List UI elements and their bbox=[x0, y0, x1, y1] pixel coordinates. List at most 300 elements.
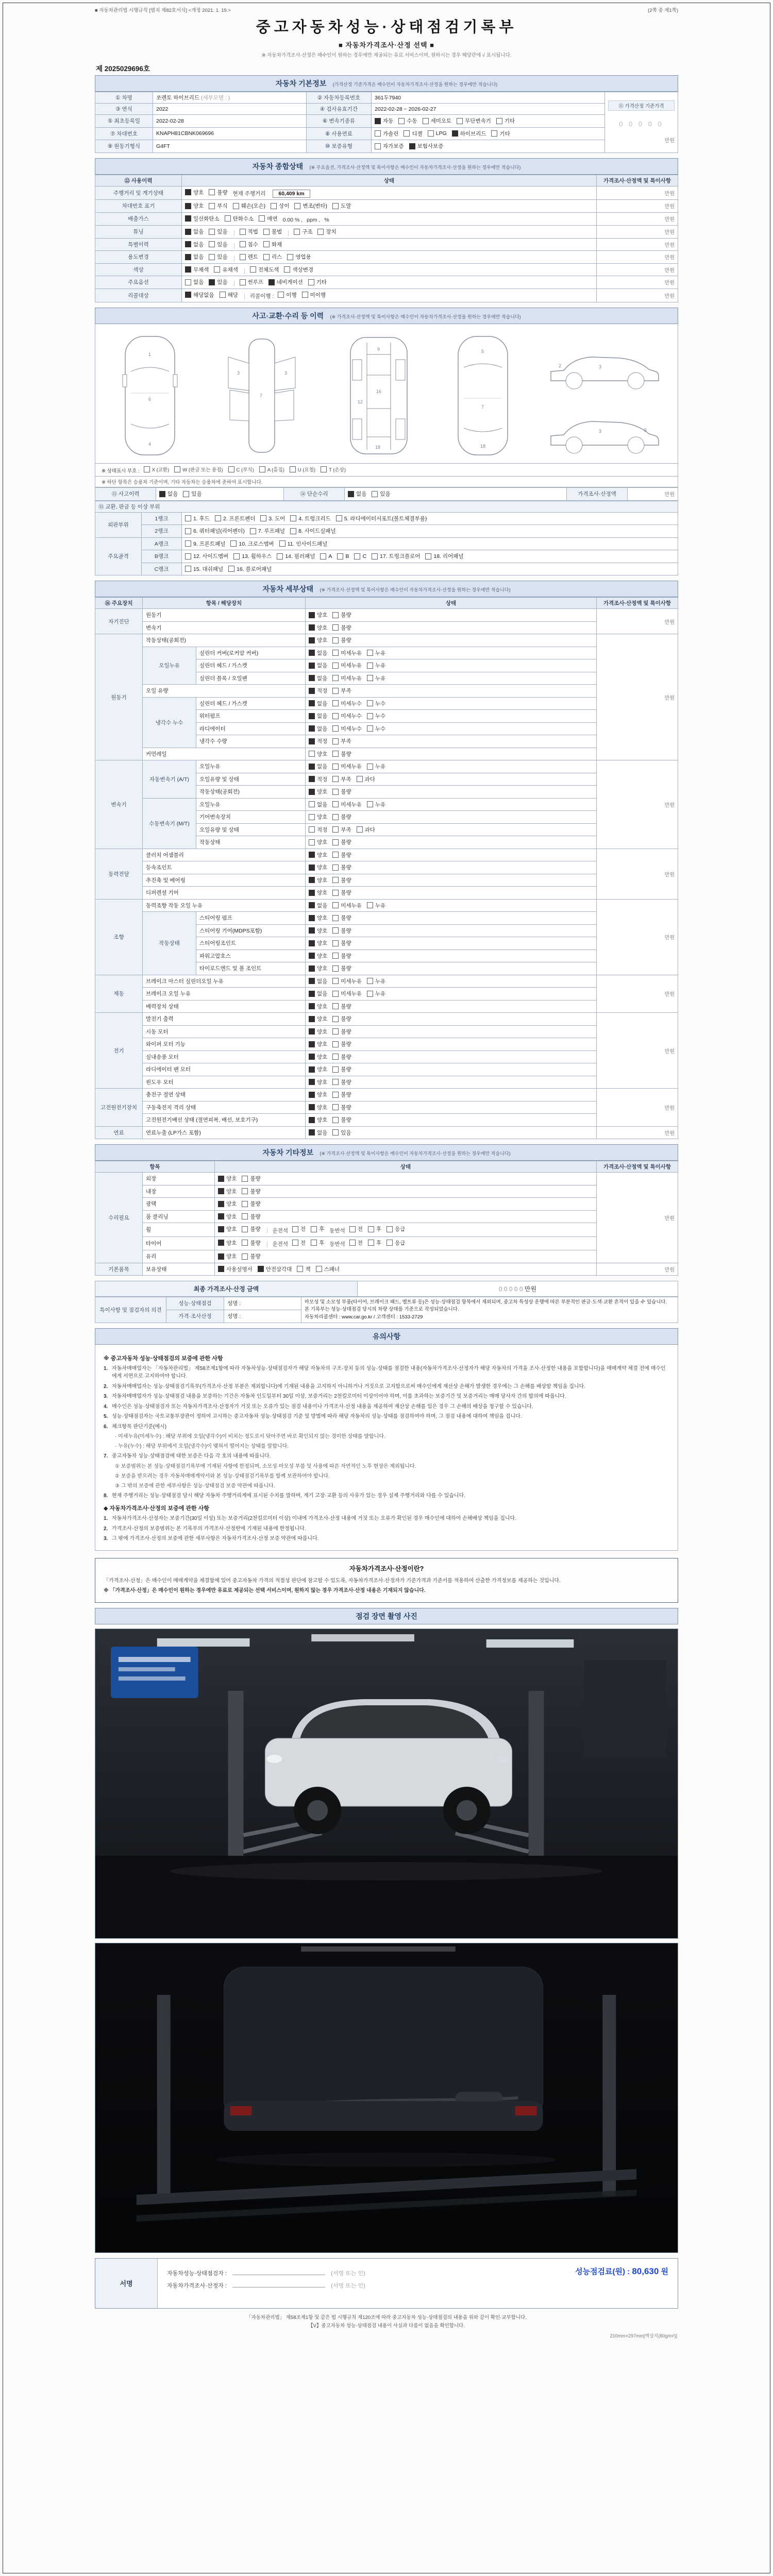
checkbox-icon[interactable] bbox=[228, 566, 234, 572]
checkbox-icon[interactable] bbox=[367, 650, 373, 656]
option-unchecked[interactable] bbox=[332, 838, 351, 846]
option-unchecked[interactable] bbox=[311, 1225, 324, 1233]
checkbox-icon[interactable] bbox=[309, 902, 315, 908]
inspector-signature-line[interactable] bbox=[232, 2268, 325, 2275]
option-unchecked[interactable] bbox=[240, 253, 258, 261]
checkbox-icon[interactable] bbox=[309, 1066, 315, 1073]
option-unchecked[interactable] bbox=[332, 725, 362, 733]
option-unchecked[interactable] bbox=[332, 649, 362, 657]
checkbox-icon[interactable] bbox=[332, 902, 339, 908]
option-checked[interactable] bbox=[185, 215, 220, 223]
checkbox-icon[interactable] bbox=[242, 1253, 248, 1260]
checkbox-icon[interactable] bbox=[375, 118, 381, 124]
checkbox-icon[interactable] bbox=[309, 700, 315, 706]
option-unchecked[interactable] bbox=[367, 662, 385, 669]
checkbox-icon[interactable] bbox=[409, 143, 415, 149]
option-unchecked[interactable] bbox=[309, 750, 327, 758]
option-unchecked[interactable] bbox=[332, 990, 362, 997]
checkbox-icon[interactable] bbox=[309, 637, 315, 643]
option-checked[interactable] bbox=[309, 939, 327, 947]
option-checked[interactable] bbox=[309, 1104, 327, 1111]
option-unchecked[interactable] bbox=[209, 189, 227, 196]
option-checked[interactable] bbox=[309, 927, 327, 935]
checkbox-icon[interactable] bbox=[242, 1188, 248, 1194]
checkbox-icon[interactable] bbox=[317, 229, 324, 235]
option-checked[interactable] bbox=[309, 1040, 327, 1048]
option-unchecked[interactable] bbox=[367, 674, 385, 682]
checkbox-icon[interactable] bbox=[332, 776, 339, 782]
option-unchecked[interactable] bbox=[185, 527, 245, 535]
option-unchecked[interactable] bbox=[185, 552, 228, 560]
option-unchecked[interactable] bbox=[332, 788, 351, 795]
option-unchecked[interactable] bbox=[332, 902, 362, 909]
checkbox-icon[interactable] bbox=[457, 118, 463, 124]
option-checked[interactable] bbox=[309, 674, 327, 682]
checkbox-icon[interactable] bbox=[332, 700, 339, 706]
checkbox-icon[interactable] bbox=[263, 254, 270, 260]
checkbox-icon[interactable] bbox=[220, 292, 226, 298]
option-unchecked[interactable] bbox=[309, 838, 327, 846]
option-unchecked[interactable] bbox=[259, 466, 284, 473]
checkbox-icon[interactable] bbox=[332, 1066, 339, 1073]
option-unchecked[interactable] bbox=[209, 253, 227, 261]
checkbox-icon[interactable] bbox=[368, 1226, 374, 1232]
checkbox-icon[interactable] bbox=[332, 663, 339, 669]
checkbox-icon[interactable] bbox=[185, 279, 191, 285]
checkbox-icon[interactable] bbox=[332, 915, 339, 921]
option-checked[interactable] bbox=[309, 1003, 327, 1010]
option-checked[interactable] bbox=[309, 902, 327, 909]
checkbox-icon[interactable] bbox=[297, 1266, 303, 1272]
checkbox-icon[interactable] bbox=[277, 553, 283, 560]
option-checked[interactable] bbox=[268, 278, 303, 286]
checkbox-icon[interactable] bbox=[332, 1054, 339, 1060]
checkbox-icon[interactable] bbox=[233, 553, 240, 560]
checkbox-icon[interactable] bbox=[332, 612, 339, 618]
option-unchecked[interactable] bbox=[332, 977, 362, 985]
option-unchecked[interactable] bbox=[290, 515, 330, 522]
checkbox-icon[interactable] bbox=[218, 1188, 224, 1194]
checkbox-icon[interactable] bbox=[332, 675, 339, 681]
checkbox-icon[interactable] bbox=[332, 624, 339, 631]
option-unchecked[interactable] bbox=[297, 1265, 310, 1273]
checkbox-icon[interactable] bbox=[185, 540, 191, 547]
option-checked[interactable] bbox=[218, 1239, 237, 1247]
option-checked[interactable] bbox=[309, 687, 327, 694]
checkbox-icon[interactable] bbox=[309, 927, 315, 934]
option-checked[interactable] bbox=[309, 889, 327, 896]
option-unchecked[interactable] bbox=[290, 466, 315, 473]
option-unchecked[interactable] bbox=[337, 553, 349, 560]
checkbox-icon[interactable] bbox=[294, 203, 300, 209]
checkbox-icon[interactable] bbox=[268, 279, 275, 285]
checkbox-icon[interactable] bbox=[218, 1176, 224, 1182]
checkbox-icon[interactable] bbox=[309, 890, 315, 896]
checkbox-icon[interactable] bbox=[332, 1041, 339, 1047]
checkbox-icon[interactable] bbox=[309, 991, 315, 997]
option-unchecked[interactable] bbox=[332, 1003, 351, 1010]
checkbox-icon[interactable] bbox=[185, 528, 191, 534]
option-unchecked[interactable] bbox=[496, 117, 515, 125]
option-unchecked[interactable] bbox=[209, 241, 227, 248]
option-checked[interactable] bbox=[309, 876, 327, 884]
option-unchecked[interactable] bbox=[277, 552, 315, 560]
option-unchecked[interactable] bbox=[263, 241, 282, 248]
option-unchecked[interactable] bbox=[240, 241, 258, 248]
option-unchecked[interactable] bbox=[209, 202, 227, 210]
option-unchecked[interactable] bbox=[332, 863, 351, 871]
checkbox-icon[interactable] bbox=[292, 1240, 298, 1246]
option-checked[interactable] bbox=[309, 1015, 327, 1023]
option-unchecked[interactable] bbox=[242, 1188, 260, 1195]
checkbox-icon[interactable] bbox=[290, 466, 296, 472]
checkbox-icon[interactable] bbox=[332, 978, 339, 984]
option-checked[interactable] bbox=[185, 266, 209, 274]
checkbox-icon[interactable] bbox=[367, 713, 373, 719]
option-checked[interactable] bbox=[218, 1188, 237, 1195]
option-unchecked[interactable] bbox=[287, 253, 311, 261]
option-unchecked[interactable] bbox=[398, 117, 417, 125]
appraiser-signature-line[interactable] bbox=[232, 2281, 325, 2287]
option-unchecked[interactable] bbox=[278, 291, 296, 299]
checkbox-icon[interactable] bbox=[357, 826, 363, 833]
checkbox-icon[interactable] bbox=[332, 1028, 339, 1035]
checkbox-icon[interactable] bbox=[309, 1054, 315, 1060]
option-unchecked[interactable] bbox=[332, 202, 351, 210]
option-unchecked[interactable] bbox=[332, 611, 351, 619]
checkbox-icon[interactable] bbox=[452, 130, 458, 137]
checkbox-icon[interactable] bbox=[218, 1201, 224, 1207]
checkbox-icon[interactable] bbox=[185, 254, 191, 260]
checkbox-icon[interactable] bbox=[309, 826, 315, 833]
checkbox-icon[interactable] bbox=[242, 1176, 248, 1182]
checkbox-icon[interactable] bbox=[332, 877, 339, 883]
option-unchecked[interactable] bbox=[332, 700, 362, 707]
option-unchecked[interactable] bbox=[332, 952, 351, 960]
checkbox-icon[interactable] bbox=[309, 776, 315, 782]
option-unchecked[interactable] bbox=[386, 1239, 405, 1247]
option-unchecked[interactable] bbox=[332, 636, 351, 644]
option-checked[interactable] bbox=[218, 1265, 253, 1273]
checkbox-icon[interactable] bbox=[332, 940, 339, 946]
option-unchecked[interactable] bbox=[457, 117, 491, 125]
option-unchecked[interactable] bbox=[404, 130, 422, 138]
checkbox-icon[interactable] bbox=[398, 118, 405, 124]
checkbox-icon[interactable] bbox=[209, 189, 215, 195]
checkbox-icon[interactable] bbox=[332, 927, 339, 934]
option-unchecked[interactable] bbox=[357, 826, 375, 834]
checkbox-icon[interactable] bbox=[287, 254, 293, 260]
checkbox-icon[interactable] bbox=[309, 725, 315, 732]
option-unchecked[interactable] bbox=[332, 1015, 351, 1023]
checkbox-icon[interactable] bbox=[185, 189, 191, 195]
checkbox-icon[interactable] bbox=[250, 266, 256, 273]
option-checked[interactable] bbox=[309, 990, 327, 997]
option-unchecked[interactable] bbox=[309, 826, 327, 834]
option-unchecked[interactable] bbox=[332, 687, 351, 694]
checkbox-icon[interactable] bbox=[311, 1240, 317, 1246]
option-unchecked[interactable] bbox=[240, 278, 263, 286]
option-unchecked[interactable] bbox=[332, 801, 362, 808]
option-unchecked[interactable] bbox=[367, 712, 385, 720]
checkbox-icon[interactable] bbox=[349, 1240, 356, 1246]
option-checked[interactable] bbox=[375, 117, 393, 125]
checkbox-icon[interactable] bbox=[294, 229, 300, 235]
checkbox-icon[interactable] bbox=[185, 292, 191, 298]
checkbox-icon[interactable] bbox=[308, 279, 314, 285]
checkbox-icon[interactable] bbox=[332, 1079, 339, 1085]
checkbox-icon[interactable] bbox=[332, 991, 339, 997]
option-checked[interactable] bbox=[309, 851, 327, 859]
option-unchecked[interactable] bbox=[279, 540, 328, 548]
checkbox-icon[interactable] bbox=[332, 965, 339, 972]
checkbox-icon[interactable] bbox=[309, 877, 315, 883]
checkbox-icon[interactable] bbox=[332, 1104, 339, 1110]
checkbox-icon[interactable] bbox=[332, 738, 339, 744]
checkbox-icon[interactable] bbox=[367, 801, 373, 807]
checkbox-icon[interactable] bbox=[309, 839, 315, 845]
checkbox-icon[interactable] bbox=[309, 1003, 315, 1009]
option-unchecked[interactable] bbox=[332, 927, 351, 935]
checkbox-icon[interactable] bbox=[271, 203, 277, 209]
checkbox-icon[interactable] bbox=[263, 241, 270, 247]
checkbox-icon[interactable] bbox=[209, 203, 215, 209]
option-unchecked[interactable] bbox=[375, 142, 404, 150]
checkbox-icon[interactable] bbox=[332, 725, 339, 732]
checkbox-icon[interactable] bbox=[348, 491, 354, 497]
checkbox-icon[interactable] bbox=[183, 491, 189, 497]
option-unchecked[interactable] bbox=[375, 130, 398, 138]
checkbox-icon[interactable] bbox=[218, 1213, 224, 1219]
option-unchecked[interactable] bbox=[294, 202, 327, 210]
checkbox-icon[interactable] bbox=[309, 801, 315, 807]
option-unchecked[interactable] bbox=[321, 466, 346, 473]
checkbox-icon[interactable] bbox=[302, 292, 308, 298]
option-unchecked[interactable] bbox=[233, 202, 266, 210]
option-unchecked[interactable] bbox=[367, 700, 385, 707]
checkbox-icon[interactable] bbox=[309, 1079, 315, 1085]
checkbox-icon[interactable] bbox=[209, 241, 215, 247]
checkbox-icon[interactable] bbox=[372, 553, 378, 560]
checkbox-icon[interactable] bbox=[218, 1266, 224, 1272]
option-checked[interactable] bbox=[409, 142, 444, 150]
checkbox-icon[interactable] bbox=[367, 764, 373, 770]
option-unchecked[interactable] bbox=[332, 1129, 351, 1137]
inspector-name-field[interactable]: 성명 : bbox=[224, 1297, 301, 1310]
option-unchecked[interactable] bbox=[332, 775, 351, 783]
checkbox-icon[interactable] bbox=[367, 663, 373, 669]
checkbox-icon[interactable] bbox=[309, 612, 315, 618]
option-checked[interactable] bbox=[309, 914, 327, 922]
option-checked[interactable] bbox=[309, 952, 327, 960]
option-unchecked[interactable] bbox=[332, 750, 351, 758]
checkbox-icon[interactable] bbox=[228, 466, 234, 472]
option-unchecked[interactable] bbox=[423, 117, 452, 125]
checkbox-icon[interactable] bbox=[332, 637, 339, 643]
checkbox-icon[interactable] bbox=[336, 515, 342, 521]
option-checked[interactable] bbox=[309, 611, 327, 619]
checkbox-icon[interactable] bbox=[332, 953, 339, 959]
option-checked[interactable] bbox=[309, 863, 327, 871]
option-checked[interactable] bbox=[185, 291, 214, 299]
option-unchecked[interactable] bbox=[308, 278, 327, 286]
option-checked[interactable] bbox=[309, 1078, 327, 1086]
option-unchecked[interactable] bbox=[259, 215, 277, 223]
checkbox-icon[interactable] bbox=[209, 229, 215, 235]
option-unchecked[interactable] bbox=[428, 130, 447, 137]
checkbox-icon[interactable] bbox=[309, 789, 315, 795]
checkbox-icon[interactable] bbox=[144, 466, 150, 472]
option-unchecked[interactable] bbox=[309, 813, 327, 821]
option-unchecked[interactable] bbox=[320, 553, 332, 560]
checkbox-icon[interactable] bbox=[309, 1129, 315, 1136]
option-unchecked[interactable] bbox=[183, 490, 201, 498]
checkbox-icon[interactable] bbox=[354, 553, 360, 560]
option-unchecked[interactable] bbox=[233, 552, 272, 560]
appraiser-name-field[interactable]: 성명 : bbox=[224, 1310, 301, 1323]
option-unchecked[interactable] bbox=[354, 553, 366, 560]
checkbox-icon[interactable] bbox=[309, 940, 315, 946]
option-unchecked[interactable] bbox=[332, 674, 362, 682]
option-unchecked[interactable] bbox=[242, 1252, 260, 1260]
checkbox-icon[interactable] bbox=[309, 915, 315, 921]
option-unchecked[interactable] bbox=[332, 662, 362, 669]
option-unchecked[interactable] bbox=[368, 1239, 381, 1247]
checkbox-icon[interactable] bbox=[332, 852, 339, 858]
option-checked[interactable] bbox=[309, 775, 327, 783]
option-unchecked[interactable] bbox=[242, 1225, 260, 1233]
checkbox-icon[interactable] bbox=[214, 266, 220, 273]
option-checked[interactable] bbox=[185, 253, 204, 261]
option-unchecked[interactable] bbox=[209, 228, 227, 235]
checkbox-icon[interactable] bbox=[332, 751, 339, 757]
checkbox-icon[interactable] bbox=[309, 650, 315, 656]
option-unchecked[interactable] bbox=[367, 649, 385, 657]
option-checked[interactable] bbox=[185, 189, 204, 196]
option-unchecked[interactable] bbox=[185, 565, 223, 573]
option-checked[interactable] bbox=[159, 490, 178, 498]
option-unchecked[interactable] bbox=[290, 527, 336, 535]
option-unchecked[interactable] bbox=[309, 801, 327, 808]
option-unchecked[interactable] bbox=[349, 1225, 363, 1233]
checkbox-icon[interactable] bbox=[250, 528, 256, 534]
option-unchecked[interactable] bbox=[242, 1175, 260, 1182]
option-unchecked[interactable] bbox=[368, 1225, 381, 1233]
checkbox-icon[interactable] bbox=[240, 241, 246, 247]
checkbox-icon[interactable] bbox=[284, 266, 290, 273]
option-checked[interactable] bbox=[309, 662, 327, 669]
checkbox-icon[interactable] bbox=[367, 675, 373, 681]
checkbox-icon[interactable] bbox=[309, 1092, 315, 1098]
checkbox-icon[interactable] bbox=[258, 1266, 264, 1272]
option-checked[interactable] bbox=[218, 1213, 237, 1221]
checkbox-icon[interactable] bbox=[242, 1213, 248, 1219]
checkbox-icon[interactable] bbox=[372, 491, 378, 497]
checkbox-icon[interactable] bbox=[209, 254, 215, 260]
option-unchecked[interactable] bbox=[271, 202, 289, 210]
checkbox-icon[interactable] bbox=[332, 1129, 339, 1136]
checkbox-icon[interactable] bbox=[278, 292, 284, 298]
checkbox-icon[interactable] bbox=[185, 241, 191, 247]
checkbox-icon[interactable] bbox=[309, 713, 315, 719]
checkbox-icon[interactable] bbox=[332, 203, 339, 209]
checkbox-icon[interactable] bbox=[332, 890, 339, 896]
option-unchecked[interactable] bbox=[263, 228, 282, 235]
checkbox-icon[interactable] bbox=[225, 215, 231, 222]
option-unchecked[interactable] bbox=[336, 515, 427, 522]
option-checked[interactable] bbox=[309, 725, 327, 733]
checkbox-icon[interactable] bbox=[309, 663, 315, 669]
option-checked[interactable] bbox=[309, 1129, 327, 1137]
option-unchecked[interactable] bbox=[185, 278, 204, 286]
option-checked[interactable] bbox=[309, 1116, 327, 1124]
option-checked[interactable] bbox=[185, 228, 204, 235]
checkbox-icon[interactable] bbox=[309, 675, 315, 681]
checkbox-icon[interactable] bbox=[349, 1226, 356, 1232]
option-unchecked[interactable] bbox=[372, 552, 420, 560]
option-unchecked[interactable] bbox=[317, 228, 336, 235]
option-unchecked[interactable] bbox=[220, 291, 238, 299]
checkbox-icon[interactable] bbox=[159, 491, 165, 497]
option-unchecked[interactable] bbox=[332, 762, 362, 770]
option-checked[interactable] bbox=[309, 624, 327, 632]
option-unchecked[interactable] bbox=[332, 737, 351, 745]
checkbox-icon[interactable] bbox=[332, 839, 339, 845]
option-unchecked[interactable] bbox=[228, 565, 272, 573]
option-unchecked[interactable] bbox=[332, 939, 351, 947]
checkbox-icon[interactable] bbox=[309, 965, 315, 972]
checkbox-icon[interactable] bbox=[332, 801, 339, 807]
checkbox-icon[interactable] bbox=[309, 1016, 315, 1022]
checkbox-icon[interactable] bbox=[332, 1092, 339, 1098]
checkbox-icon[interactable] bbox=[332, 650, 339, 656]
option-checked[interactable] bbox=[309, 1091, 327, 1098]
checkbox-icon[interactable] bbox=[332, 764, 339, 770]
checkbox-icon[interactable] bbox=[320, 553, 326, 560]
option-unchecked[interactable] bbox=[367, 977, 385, 985]
checkbox-icon[interactable] bbox=[321, 466, 327, 472]
checkbox-icon[interactable] bbox=[425, 553, 431, 560]
option-checked[interactable] bbox=[309, 636, 327, 644]
option-unchecked[interactable] bbox=[332, 1065, 351, 1073]
option-unchecked[interactable] bbox=[215, 515, 255, 522]
checkbox-icon[interactable] bbox=[259, 215, 265, 222]
option-checked[interactable] bbox=[185, 241, 204, 248]
option-checked[interactable] bbox=[309, 737, 327, 745]
option-unchecked[interactable] bbox=[292, 1225, 306, 1233]
checkbox-icon[interactable] bbox=[357, 776, 363, 782]
option-unchecked[interactable] bbox=[240, 228, 258, 235]
checkbox-icon[interactable] bbox=[332, 826, 339, 833]
option-unchecked[interactable] bbox=[425, 552, 463, 560]
option-unchecked[interactable] bbox=[332, 1091, 351, 1098]
checkbox-icon[interactable] bbox=[185, 566, 191, 572]
checkbox-icon[interactable] bbox=[240, 229, 246, 235]
checkbox-icon[interactable] bbox=[332, 1016, 339, 1022]
option-unchecked[interactable] bbox=[332, 914, 351, 922]
checkbox-icon[interactable] bbox=[209, 279, 215, 285]
checkbox-icon[interactable] bbox=[290, 528, 296, 534]
checkbox-icon[interactable] bbox=[309, 814, 315, 820]
option-checked[interactable] bbox=[309, 788, 327, 795]
option-unchecked[interactable] bbox=[367, 725, 385, 733]
checkbox-icon[interactable] bbox=[185, 229, 191, 235]
option-unchecked[interactable] bbox=[367, 762, 385, 770]
option-unchecked[interactable] bbox=[332, 964, 351, 972]
option-checked[interactable] bbox=[309, 1028, 327, 1036]
option-unchecked[interactable] bbox=[292, 1239, 306, 1247]
checkbox-icon[interactable] bbox=[260, 515, 266, 521]
